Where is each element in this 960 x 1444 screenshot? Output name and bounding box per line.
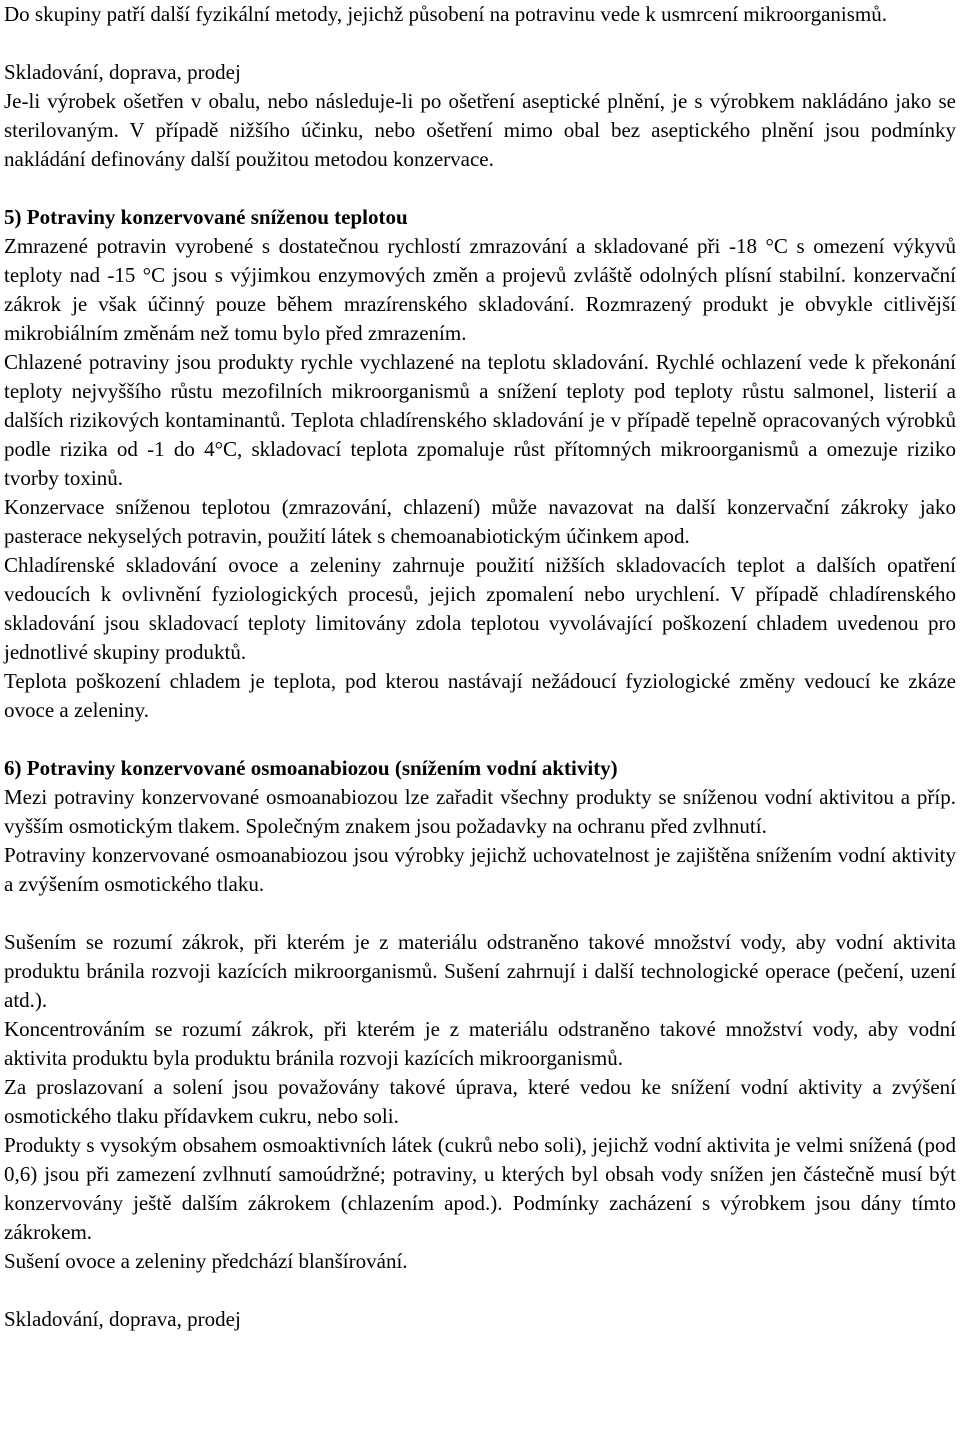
- intro-paragraph: Do skupiny patří další fyzikální metody, jejichž působení na potravinu vede k usmrcení mikroorganismů.: [4, 2, 887, 26]
- section-6-paragraph-drying: Sušením se rozumí zákrok, při kterém je z materiálu odstraněno takové množství vody, aby vodní aktivita produktu bránila rozvoji kazících mikroorganismů. Sušení zahrnují i další technologické operace (pečení, uzení atd.).: [4, 930, 956, 1012]
- section-5-heading: 5) Potraviny konzervované sníženou teplotou: [4, 205, 408, 229]
- section-6-paragraph-intro: Mezi potraviny konzervované osmoanabiozou lze zařadit všechny produkty se sníženou vodní aktivitou a příp. vyšším osmotickým tlakem. Společným znakem jsou požadavky na ochranu před zvlhnutí.: [4, 785, 956, 838]
- section-5-paragraph-combination: Konzervace sníženou teplotou (zmrazování, chlazení) může navazovat na další konzervační zákroky jako pasterace nekyselých potravin, použití látek s chemoanabiotickým účinkem apod.: [4, 495, 956, 548]
- section-5-paragraph-frozen: Zmrazené potravin vyrobené s dostatečnou rychlostí zmrazování a skladované při -18 °C s omezení výkyvů teploty nad -15 °C jsou s výjimkou enzymových změn a projevů zvláště odolných plísní stabilní. konzervační zákrok je však účinný pouze během mrazírenského skladování. Rozmrazený produkt je obvykle citlivější mikrobiálním změnám než tomu bylo před zmrazením.: [4, 234, 956, 345]
- section-6-heading: 6) Potraviny konzervované osmoanabiozou (snížením vodní aktivity): [4, 756, 618, 780]
- storage-paragraph: Je-li výrobek ošetřen v obalu, nebo následuje-li po ošetření aseptické plnění, je s výrobkem nakládáno jako se sterilovaným. V případě nižšího účinku, nebo ošetření mimo obal bez aseptického plnění jsou podmínky nakládání definovány další použitou metodou konzervace.: [4, 89, 956, 171]
- section-6-paragraph-blanching: Sušení ovoce a zeleniny předchází blanšírování.: [4, 1249, 408, 1273]
- section-6-paragraph-osmoactive: Produkty s vysokým obsahem osmoaktivních látek (cukrů nebo soli), jejichž vodní aktivita je velmi snížená (pod 0,6) jsou při zamezení zvlhnutí samoúdržné; potraviny, u kterých byl obsah vody snížen jen částečně musí být konzervovány ještě dalším zákrokem (chlazením apod.). Podmínky zacházení s výrobkem jsou dány tímto zákrokem.: [4, 1133, 956, 1244]
- storage-heading: Skladování, doprava, prodej: [4, 60, 241, 84]
- section-5-paragraph-chilled: Chlazené potraviny jsou produkty rychle vychlazené na teplotu skladování. Rychlé ochlazení vede k překonání teploty nejvyššího růstu mezofilních mikroorganismů a snížení teploty pod teploty růstu salmonel, listerií a dalších rizikových kontaminantů. Teplota chladírenského skladování je v případě tepelně opracovaných výrobků podle rizika od -1 do 4°C, skladovací teplota zpomaluje růst přítomných mikroorganismů a omezuje riziko tvorby toxinů.: [4, 350, 956, 490]
- section-6-paragraph-salting: Za proslazovaní a solení jsou považovány takové úprava, které vedou ke snížení vodní aktivity a zvýšení osmotického tlaku přídavkem cukru, nebo soli.: [4, 1075, 956, 1128]
- section-5-paragraph-fruit-storage: Chladírenské skladování ovoce a zeleniny zahrnuje použití nižších skladovacích teplot a dalších opatření vedoucích k ovlivnění fyziologických procesů, jejich zpomalení nebo urychlení. V případě chladírenského skladování jsou skladovací teploty limitovány zdola teplotou vyvolávající poškození chladem uvedenou pro jednotlivé skupiny produktů.: [4, 553, 956, 664]
- section-6-paragraph-definition: Potraviny konzervované osmoanabiozou jsou výrobky jejichž uchovatelnost je zajištěna snížením vodní aktivity a zvýšením osmotického tlaku.: [4, 843, 956, 896]
- section-6-paragraph-concentration: Koncentrováním se rozumí zákrok, při kterém je z materiálu odstraněno takové množství vody, aby vodní aktivita produktu byla produktu bránila rozvoji kazících mikroorganismů.: [4, 1017, 956, 1070]
- section-5-paragraph-chill-damage: Teplota poškození chladem je teplota, pod kterou nastávají nežádoucí fyziologické změny vedoucí ke zkáze ovoce a zeleniny.: [4, 669, 956, 722]
- storage-heading-2: Skladování, doprava, prodej: [4, 1307, 241, 1331]
